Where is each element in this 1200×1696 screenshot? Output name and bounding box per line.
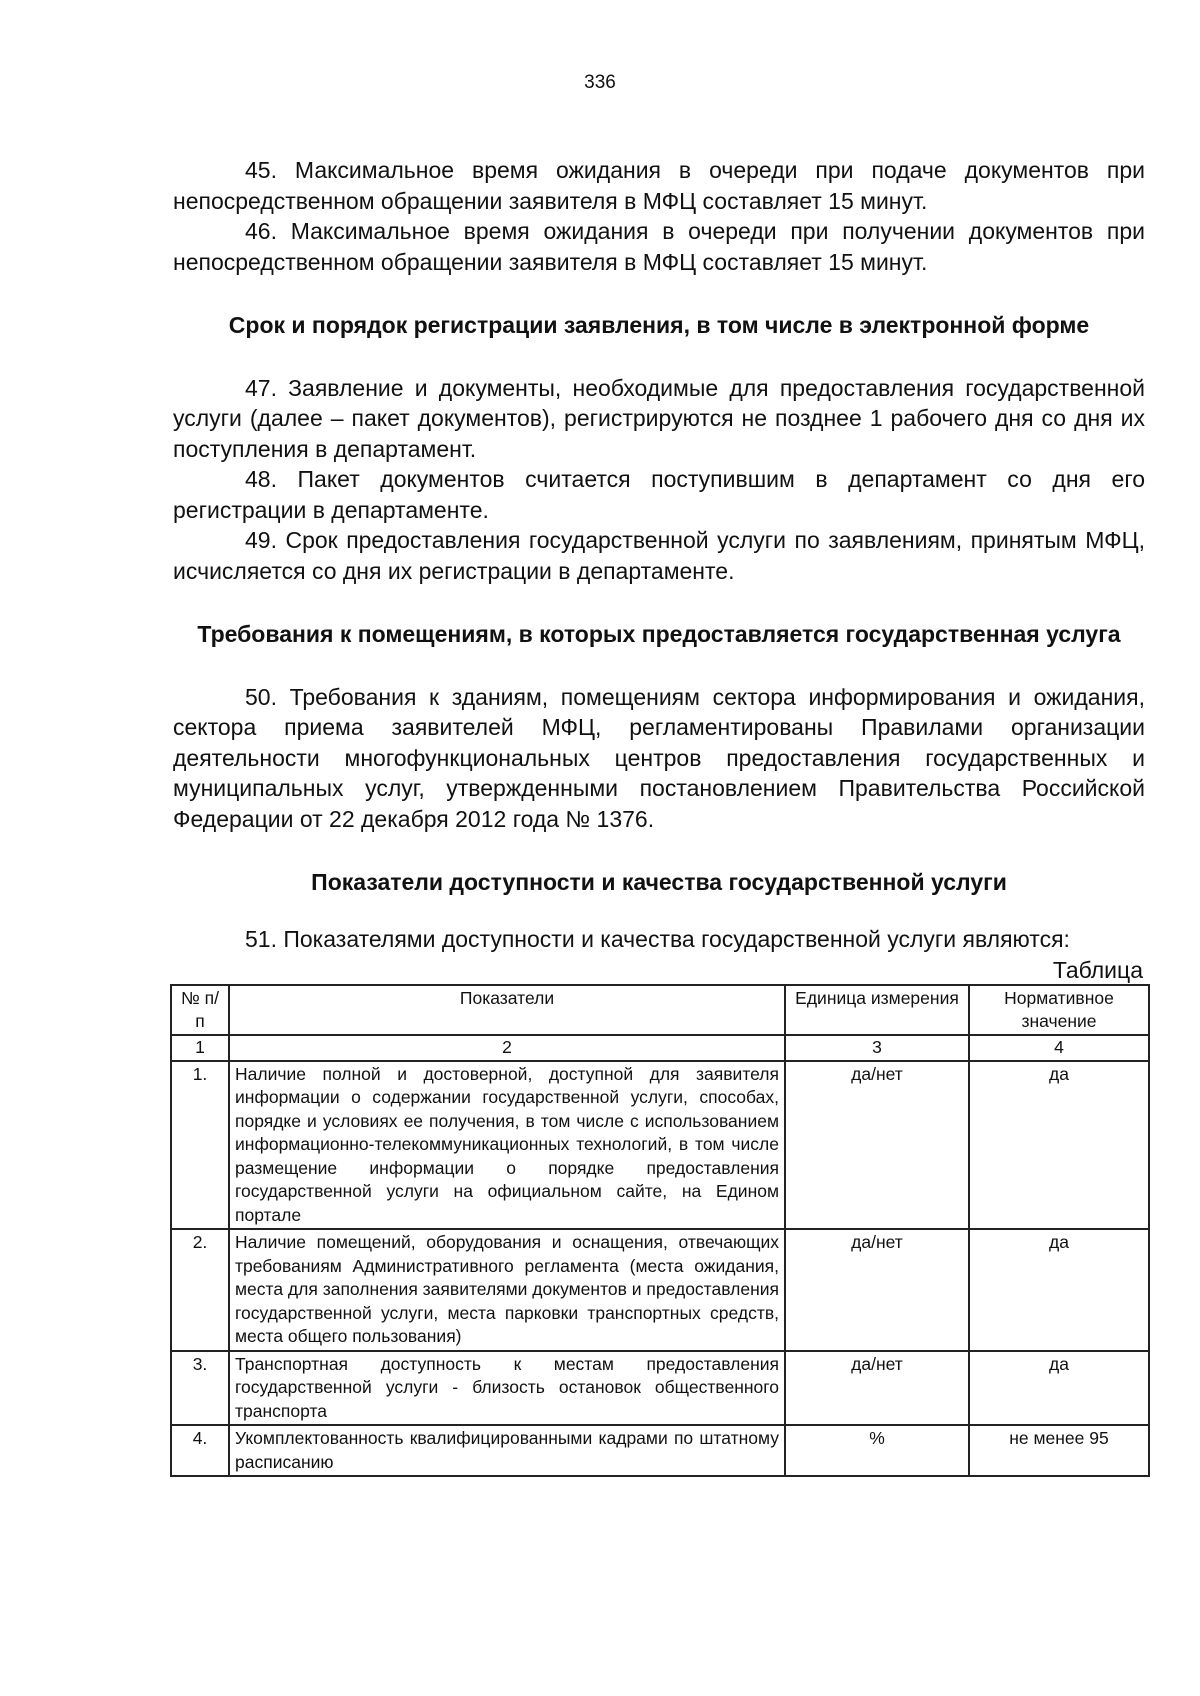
table-row (171, 1351, 1149, 1426)
paragraph-47: 47. Заявление и документы, необходимые для предоставления государственной услуги (далее – пакет документов), регистрируются не позднее 1 рабочего дня со дня их поступления в департамент. (173, 374, 1145, 462)
paragraph-48: 48. Пакет документов считается поступившим в департамент со дня его регистрации в департаменте. (173, 466, 1145, 523)
table-row (171, 1229, 1149, 1351)
table-index-row (171, 1035, 1149, 1061)
header-norm: Нормативное значение (969, 985, 1149, 1035)
paragraph-46: 46. Максимальное время ожидания в очереди при получении документов при непосредственном обращении заявителя в МФЦ составляет 15 минут. (173, 218, 1145, 275)
heading-premises: Требования к помещениям, в которых предоставляется государственная услуга (197, 621, 1121, 647)
table-header-row (171, 985, 1149, 1035)
header-num: № п/п (171, 985, 229, 1035)
page-number: 336 (584, 72, 616, 93)
paragraph-49: 49. Срок предоставления государственной услуги по заявлениям, принятым МФЦ, исчисляется со дня их регистрации в департаменте. (173, 527, 1145, 584)
row-norm: да (969, 1351, 1149, 1426)
heading-indicators: Показатели доступности и качества государственной услуги (311, 869, 1007, 895)
row-num: 3. (171, 1351, 229, 1426)
row-unit: да/нет (785, 1351, 969, 1426)
row-num: 4. (171, 1425, 229, 1476)
row-indicator: Укомплектованность квалифицированными кадрами по штатному расписанию (229, 1425, 785, 1476)
row-norm: не менее 95 (969, 1425, 1149, 1476)
row-indicator: Наличие полной и достоверной, доступной для заявителя информации о содержании государственной услуги, способах, порядке и условиях ее получения, в том числе с использованием информационно-телекоммуникационных технологий, в том числе размещение информации о порядке предоставления государственной услуги на официальном сайте, на Едином портале (229, 1061, 785, 1230)
table-row (171, 1061, 1149, 1230)
table-caption: Таблица (1052, 957, 1143, 983)
paragraph-45: 45. Максимальное время ожидания в очереди при подаче документов при непосредственном обращении заявителя в МФЦ составляет 15 минут. (173, 157, 1145, 214)
row-unit: % (785, 1425, 969, 1476)
heading-registration: Срок и порядок регистрации заявления, в том числе в электронной форме (228, 312, 1090, 338)
header-unit: Единица измерения (785, 985, 969, 1035)
row-num: 1. (171, 1061, 229, 1230)
paragraph-51: 51. Показателями доступности и качества государственной услуги являются: (245, 925, 1070, 952)
row-indicator: Наличие помещений, оборудования и оснащения, отвечающих требованиям Административного регламента (места ожидания, места для заполнения заявителями документов и предоставления государственной услуги, места парковки транспортных средств, места общего пользования) (229, 1229, 785, 1351)
row-unit: да/нет (785, 1229, 969, 1351)
paragraph-50: 50. Требования к зданиям, помещениям сектора информирования и ожидания, сектора приема заявителей МФЦ, регламентированы Правилами организации деятельности многофункциональных центров предоставления государственных и муниципальных услуг, утвержденными постановлением Правительства Российской Федерации от 22 декабря 2012 года № 1376. (173, 683, 1145, 832)
row-unit: да/нет (785, 1061, 969, 1230)
row-norm: да (969, 1229, 1149, 1351)
header-indicator: Показатели (229, 985, 785, 1035)
row-norm: да (969, 1061, 1149, 1230)
indicators-table (170, 984, 1150, 1477)
document-body (173, 155, 1145, 1477)
table-row (171, 1425, 1149, 1476)
index-cell: 2 (229, 1035, 785, 1061)
row-num: 2. (171, 1229, 229, 1351)
row-indicator: Транспортная доступность к местам предоставления государственной услуги - близость остановок общественного транспорта (229, 1351, 785, 1426)
index-cell: 1 (171, 1035, 229, 1061)
index-cell: 3 (785, 1035, 969, 1061)
index-cell: 4 (969, 1035, 1149, 1061)
